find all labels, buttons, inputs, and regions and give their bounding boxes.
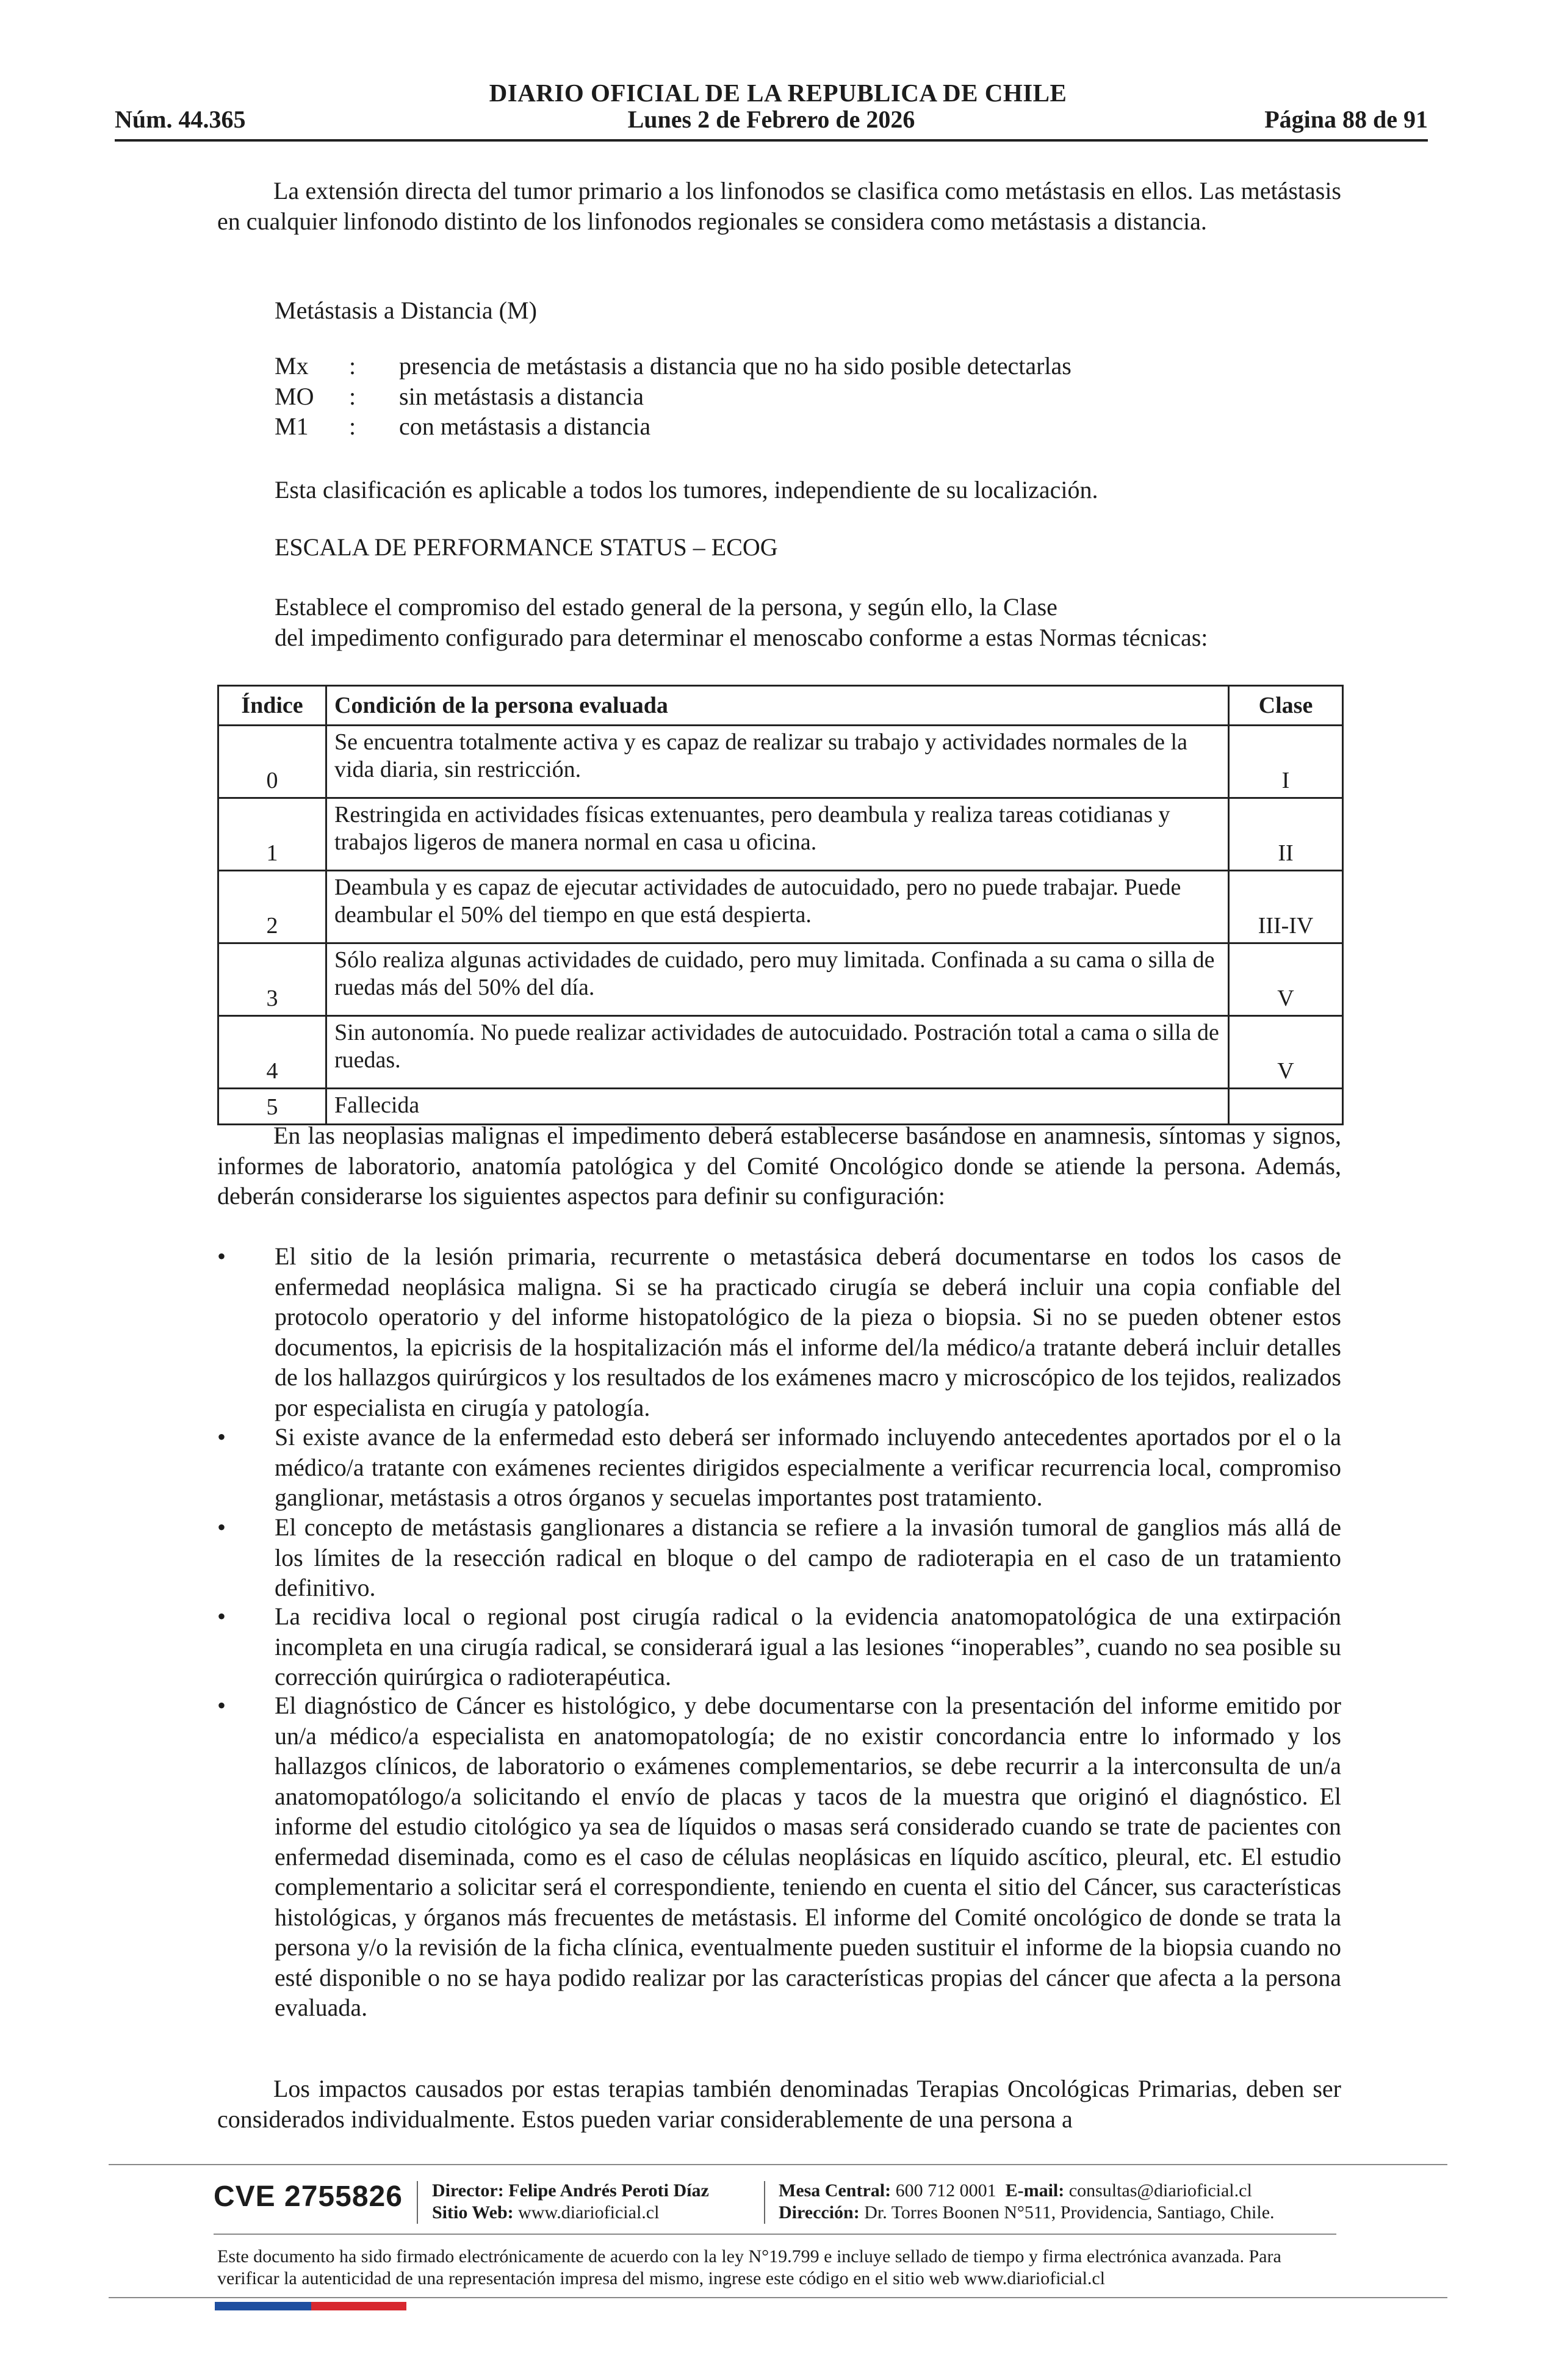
m-colon: : (349, 352, 356, 380)
email-link[interactable]: consultas@diarioficial.cl (1068, 2180, 1252, 2201)
m-heading: Metástasis a Distancia (M) (275, 297, 537, 324)
web-link[interactable]: www.diarioficial.cl (518, 2202, 660, 2223)
cell-condition: Sin autonomía. No puede realizar actividades de autocuidado. Postración total a cama o silla de ruedas. (326, 1016, 1229, 1089)
header-rule (115, 139, 1428, 142)
issue-date: Lunes 2 de Febrero de 2026 (627, 106, 915, 133)
mesa-value: 600 712 0001 (895, 2180, 996, 2201)
footer-director-block (432, 2180, 709, 2224)
footer-contact-block (779, 2180, 1275, 2224)
cve-code: CVE 2755826 (214, 2180, 403, 2213)
address-value: Dr. Torres Boonen N°511, Providencia, Santiago, Chile. (864, 2202, 1275, 2223)
footer-rule-bottom (109, 2297, 1447, 2298)
cell-index: 0 (218, 726, 326, 798)
table-row (218, 1089, 1343, 1125)
table-header-row (218, 686, 1343, 726)
signature-note: Este documento ha sido firmado electrónicamente de acuerdo con la ley N°19.799 e incluye sellado de tiempo y firma electrónica avanzada. Para verificar la autenticidad de una representación impresa del mismo, ingrese este código en el sitio web www.diarioficial.cl (217, 2246, 1281, 2288)
ecog-table (217, 685, 1344, 1125)
header-row (115, 105, 1428, 135)
bullet-item (217, 1601, 1341, 1692)
m-item (275, 351, 1072, 381)
table-row (218, 871, 1343, 943)
m-text: sin metástasis a distancia (399, 382, 644, 410)
applicability-note: Esta clasificación es aplicable a todos los tumores, independiente de su localización. (275, 476, 1098, 503)
flag-stripe-blue (215, 2302, 311, 2310)
cell-class: III-IV (1229, 871, 1343, 943)
table-row (218, 943, 1343, 1016)
m-text: presencia de metástasis a distancia que no ha sido posible detectarlas (399, 352, 1072, 380)
cell-class: V (1229, 1016, 1343, 1089)
cell-condition: Deambula y es capaz de ejecutar actividades de autocuidado, pero no puede trabajar. Puede deambular el 50% del tiempo en que está despierta. (326, 871, 1229, 943)
cell-index: 4 (218, 1016, 326, 1089)
table-row (218, 1016, 1343, 1089)
bullet-dot: • (217, 1423, 226, 1451)
director-label: Director: (432, 2180, 504, 2201)
issue-number: Núm. 44.365 (115, 106, 246, 133)
cell-class: II (1229, 798, 1343, 871)
page-number: Página 88 de 91 (1264, 106, 1428, 133)
m-item (275, 411, 1072, 442)
bullet-dot: • (217, 1242, 226, 1270)
bullet-text: La recidiva local o regional post cirugía radical o la evidencia anatomopatológica de una extirpación incompleta en una cirugía radical, se considerará igual a las lesiones “inoperables”, cuando no sea posible su corrección quirúrgica o radioterapéutica. (275, 1603, 1341, 1690)
gazette-title: DIARIO OFICIAL DE LA REPUBLICA DE CHILE (489, 79, 1067, 107)
ecog-intro-line-2: del impedimento configurado para determinar el menoscabo conforme a estas Normas técnicas: (275, 624, 1208, 651)
bullet-item (217, 1512, 1341, 1603)
cell-index: 3 (218, 943, 326, 1016)
cell-class (1229, 1089, 1343, 1125)
cell-condition: Se encuentra totalmente activa y es capaz de realizar su trabajo y actividades normales de la vida diaria, sin restricción. (326, 726, 1229, 798)
cell-condition: Fallecida (326, 1089, 1229, 1125)
m-code: M1 (275, 413, 309, 440)
bullet-item (217, 1422, 1341, 1513)
cell-class: V (1229, 943, 1343, 1016)
bullet-text: Si existe avance de la enfermedad esto deberá ser informado incluyendo antecedentes aportados por el o la médico/a tratante con exámenes recientes dirigidos especialmente a verificar recurrencia local, compromiso ganglionar, metástasis a otros órganos y secuelas importantes post tratamiento. (275, 1423, 1341, 1511)
cell-index: 2 (218, 871, 326, 943)
bullet-item (217, 1690, 1341, 2023)
cell-index: 1 (218, 798, 326, 871)
footer-rule-top (109, 2164, 1447, 2165)
header-index: Índice (218, 686, 326, 726)
m-item (275, 381, 1072, 412)
intro-paragraph: La extensión directa del tumor primario a los linfonodos se clasifica como metástasis en ellos. Las metástasis en cualquier linfonodo distinto de los linfonodos regionales se considera como metástasis a distancia. (217, 177, 1341, 235)
ecog-intro-line-1: Establece el compromiso del estado general de la persona, y según ello, la Clase (275, 593, 1057, 621)
header-condition: Condición de la persona evaluada (326, 686, 1229, 726)
director-name: Felipe Andrés Peroti Díaz (508, 2180, 709, 2201)
footer-separator (417, 2181, 418, 2224)
m-text: con metástasis a distancia (399, 413, 651, 440)
ecog-heading: ESCALA DE PERFORMANCE STATUS – ECOG (275, 533, 778, 561)
closing-paragraph: Los impactos causados por estas terapias también denominadas Terapias Oncológicas Primarias, deben ser considerados individualmente. Estos pueden variar considerablemente de una persona a (217, 2075, 1341, 2133)
web-label: Sitio Web: (432, 2202, 514, 2223)
m-classification-list (275, 351, 1072, 442)
header-class: Clase (1229, 686, 1343, 726)
m-code: Mx (275, 352, 309, 380)
cell-condition: Restringida en actividades físicas extenuantes, pero deambula y realiza tareas cotidianas y trabajos ligeros de manera normal en casa u oficina. (326, 798, 1229, 871)
cell-condition: Sólo realiza algunas actividades de cuidado, pero muy limitada. Confinada a su cama o silla de ruedas más del 50% del día. (326, 943, 1229, 1016)
bullet-dot: • (217, 1603, 226, 1630)
bullet-dot: • (217, 1692, 226, 1719)
bullet-dot: • (217, 1513, 226, 1541)
cell-class: I (1229, 726, 1343, 798)
footer-rule-mid (214, 2234, 1336, 2235)
table-row (218, 798, 1343, 871)
address-label: Dirección: (779, 2202, 860, 2223)
bullet-item (217, 1241, 1341, 1423)
flag-stripe-red (311, 2302, 406, 2310)
cell-index: 5 (218, 1089, 326, 1125)
m-colon: : (349, 413, 356, 440)
m-code: MO (275, 382, 314, 410)
neoplasias-paragraph: En las neoplasias malignas el impedimento deberá establecerse basándose en anamnesis, síntomas y signos, informes de laboratorio, anatomía patológica y del Comité Oncológico donde se atiende la persona. Además, deberán considerarse los siguientes aspectos para definir su configuración: (217, 1122, 1341, 1210)
email-label: E-mail: (1005, 2180, 1065, 2201)
footer-separator (764, 2181, 765, 2224)
mesa-label: Mesa Central: (779, 2180, 891, 2201)
table-row (218, 726, 1343, 798)
bullet-text: El concepto de metástasis ganglionares a distancia se refiere a la invasión tumoral de ganglios más allá de los límites de la resección radical en bloque o del campo de radioterapia en el caso de un tratamiento definitivo. (275, 1513, 1341, 1601)
m-colon: : (349, 382, 356, 410)
bullet-text: El diagnóstico de Cáncer es histológico, y debe documentarse con la presentación del informe emitido por un/a médico/a especialista en anatomopatología; de no existir concordancia entre lo informado y los hallazgos clínicos, de laboratorio o exámenes complementarios, se debe recurrir a la interconsulta de un/a anatomopatólogo/a solicitando el envío de placas y tacos de la muestra que originó el diagnóstico. El informe del estudio citológico ya sea de líquidos o masas será considerado cuando se trate de pacientes con enfermedad diseminada, como es el caso de células neoplásicas en líquido ascítico, pleural, etc. El estudio complementario a solicitar será el correspondiente, teniendo en cuenta el sitio del Cáncer, sus características histológicas, y órganos más frecuentes de metástasis. El informe del Comité oncológico de donde se trata la persona y/o la revisión de la ficha clínica, eventualmente pueden sustituir el informe de la biopsia cuando no esté disponible o no se haya podido realizar por las características propias del cáncer que afecta a la persona evaluada. (275, 1692, 1341, 2021)
bullet-text: El sitio de la lesión primaria, recurrente o metastásica deberá documentarse en todos los casos de enfermedad neoplásica maligna. Si se ha practicado cirugía se deberá incluir una copia confiable del protocolo operatorio y del informe histopatológico de la pieza o biopsia. Si no se pueden obtener estos documentos, la epicrisis de la hospitalización más el informe del/la médico/a tratante deberá incluir detalles de los hallazgos quirúrgicos y los resultados de los exámenes macro y microscópico de los tejidos, realizados por especialista en cirugía y patología. (275, 1242, 1341, 1421)
